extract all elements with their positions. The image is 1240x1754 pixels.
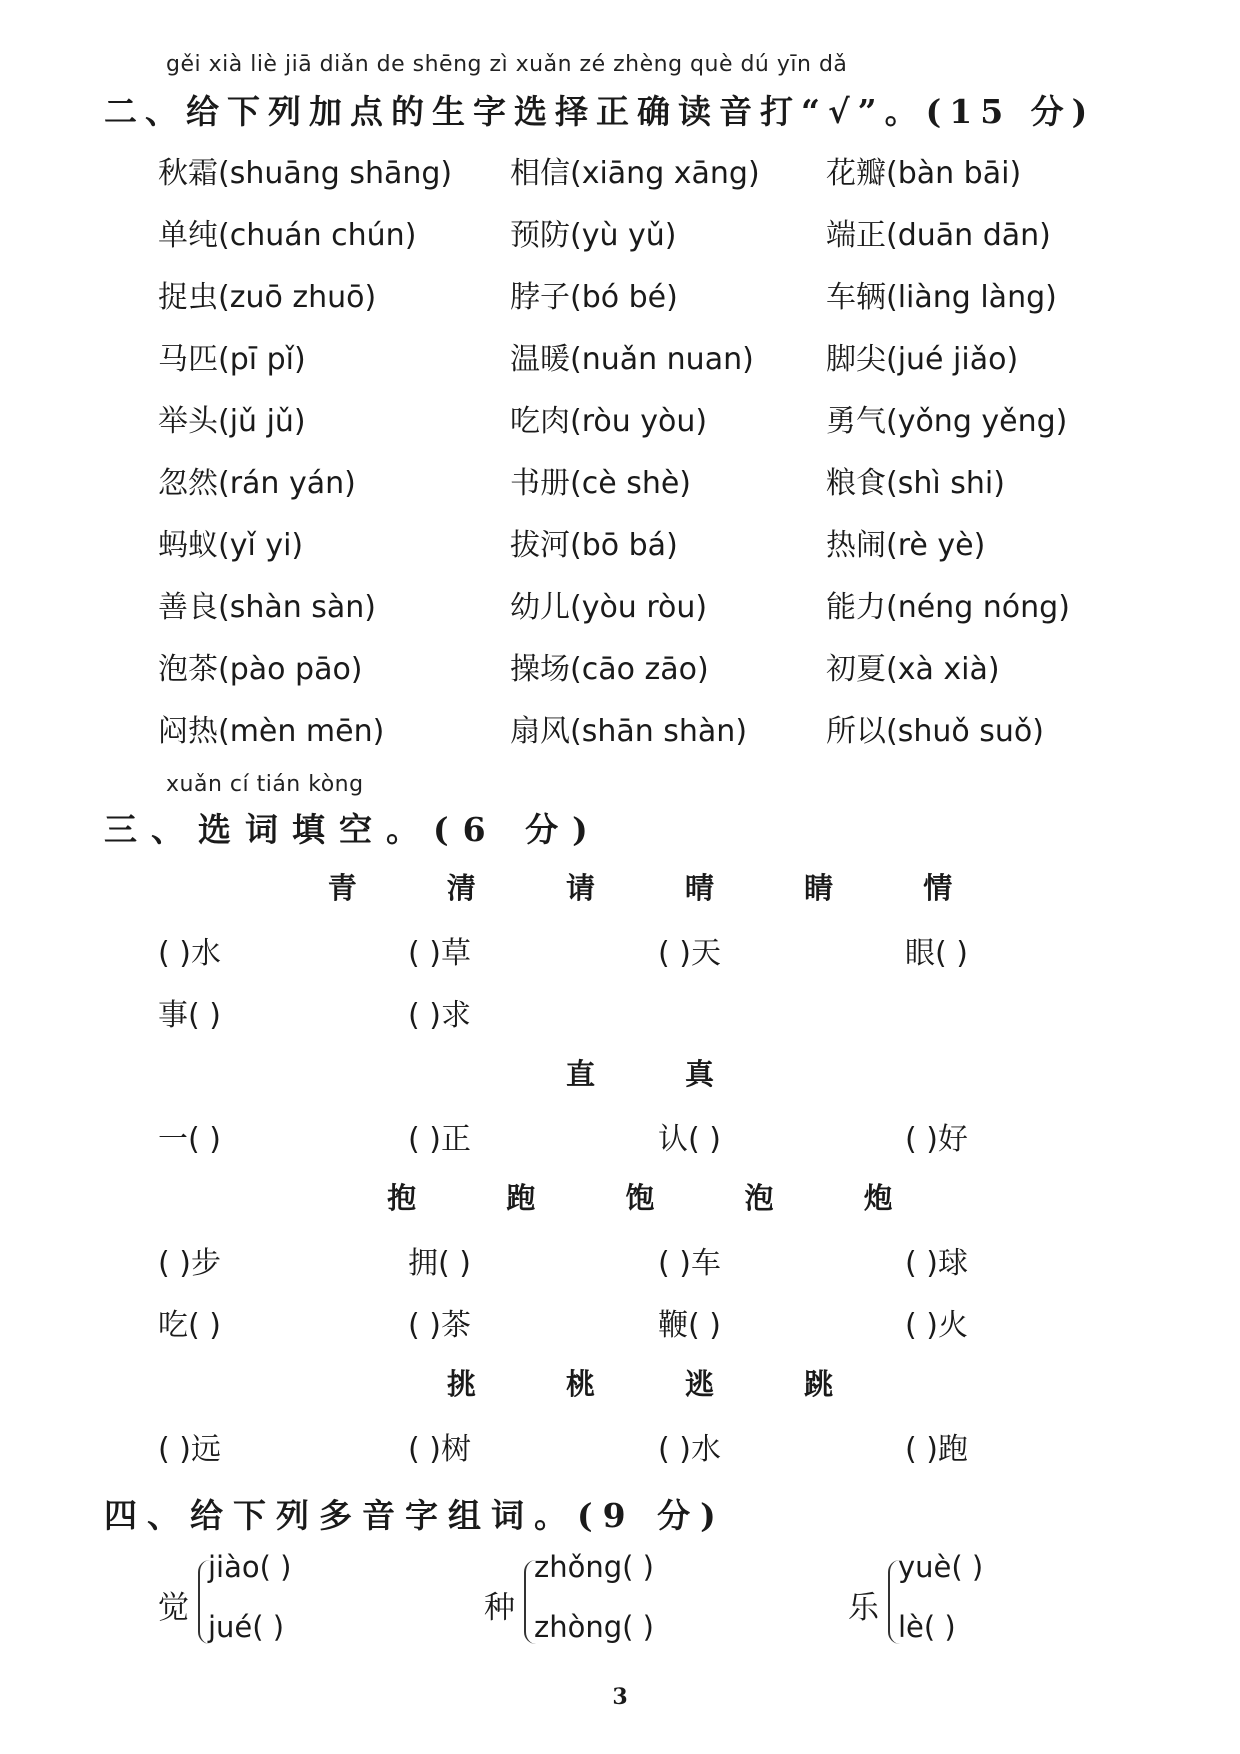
polyphone-option[interactable]: zhòng( ) (534, 1610, 654, 1644)
fill-blank[interactable]: ( )树 (408, 1432, 471, 1467)
polyphone-option[interactable]: yuè( ) (898, 1550, 984, 1584)
pronunciation-item: 拔河(bō bá) (510, 528, 678, 563)
fill-blank[interactable]: 鞭( ) (658, 1308, 721, 1343)
fill-blank[interactable]: 事( ) (158, 998, 221, 1033)
word-choices: 青 清 请 晴 睛 情 (327, 871, 993, 905)
fill-blank[interactable]: ( )正 (408, 1122, 471, 1157)
page-number: 3 (612, 1684, 628, 1710)
fill-blank[interactable]: 一( ) (158, 1122, 221, 1157)
section4-title: 四、给下列多音字组词。(9 分) (104, 1496, 726, 1535)
pronunciation-item: 温暖(nuǎn nuan) (510, 342, 754, 377)
fill-blank[interactable]: ( )草 (408, 936, 471, 971)
pronunciation-item: 勇气(yǒng yěng) (826, 404, 1068, 439)
fill-blank[interactable]: ( )步 (158, 1246, 221, 1281)
pronunciation-item: 吃肉(ròu yòu) (510, 404, 708, 439)
pronunciation-item: 单纯(chuán chún) (158, 218, 417, 253)
fill-blank[interactable]: ( )水 (158, 936, 221, 971)
pronunciation-item: 脚尖(jué jiǎo) (826, 342, 1019, 377)
pronunciation-item: 能力(néng nóng) (826, 590, 1070, 625)
fill-blank[interactable]: 拥( ) (408, 1246, 471, 1281)
fill-blank[interactable]: ( )水 (658, 1432, 721, 1467)
pronunciation-item: 闷热(mèn mēn) (158, 714, 385, 749)
pronunciation-item: 初夏(xà xià) (826, 652, 1000, 687)
word-choices: 直 真 (565, 1057, 755, 1091)
pronunciation-item: 预防(yù yǔ) (510, 218, 677, 253)
polyphone-option[interactable]: jiào( ) (208, 1550, 292, 1584)
fill-blank[interactable]: ( )天 (658, 936, 721, 971)
section3-title: 三、选词填空。(6 分) (104, 810, 602, 849)
pronunciation-item: 书册(cè shè) (510, 466, 691, 501)
fill-blank[interactable]: 眼( ) (905, 936, 968, 971)
pronunciation-item: 忽然(rán yán) (158, 466, 356, 501)
fill-blank[interactable]: ( )球 (905, 1246, 968, 1281)
pronunciation-item: 蚂蚁(yǐ yi) (158, 528, 304, 563)
pronunciation-item: 所以(shuǒ suǒ) (826, 714, 1044, 749)
pronunciation-item: 秋霜(shuāng shāng) (158, 156, 453, 191)
pronunciation-item: 脖子(bó bé) (510, 280, 678, 315)
polyphone-char: 种 (484, 1590, 515, 1626)
fill-blank[interactable]: ( )跑 (905, 1432, 968, 1467)
fill-blank[interactable]: 认( ) (658, 1122, 721, 1157)
pronunciation-item: 粮食(shì shi) (826, 466, 1005, 501)
pronunciation-item: 操场(cāo zāo) (510, 652, 709, 687)
pronunciation-item: 捉虫(zuō zhuō) (158, 280, 377, 315)
pronunciation-item: 善良(shàn sàn) (158, 590, 377, 625)
fill-blank[interactable]: ( )好 (905, 1122, 968, 1157)
pronunciation-item: 举头(jǔ jǔ) (158, 404, 306, 439)
fill-blank[interactable]: ( )茶 (408, 1308, 471, 1343)
fill-blank[interactable]: ( )车 (658, 1246, 721, 1281)
pronunciation-item: 热闹(rè yè) (826, 528, 986, 563)
polyphone-option[interactable]: lè( ) (898, 1610, 956, 1644)
polyphone-char: 觉 (158, 1590, 189, 1626)
pronunciation-item: 花瓣(bàn bāi) (826, 156, 1022, 191)
section3-pinyin: xuǎn cí tián kòng (166, 772, 364, 797)
pronunciation-item: 端正(duān dān) (826, 218, 1051, 253)
polyphone-char: 乐 (848, 1590, 879, 1626)
section2-title: 二、给下列加点的生字选择正确读音打“√”。(15 分) (104, 92, 1096, 131)
polyphone-option[interactable]: zhǒng( ) (534, 1550, 654, 1584)
pronunciation-item: 相信(xiāng xāng) (510, 156, 760, 191)
pronunciation-item: 扇风(shān shàn) (510, 714, 748, 749)
word-choices: 抱 跑 饱 泡 炮 (387, 1181, 933, 1215)
fill-blank[interactable]: ( )求 (408, 998, 471, 1033)
fill-blank[interactable]: 吃( ) (158, 1308, 221, 1343)
pronunciation-item: 幼儿(yòu ròu) (510, 590, 708, 625)
section2-pinyin: gěi xià liè jiā diǎn de shēng zì xuǎn zé zhèng què dú yīn dǎ (166, 52, 848, 77)
fill-blank[interactable]: ( )远 (158, 1432, 221, 1467)
fill-blank[interactable]: ( )火 (905, 1308, 968, 1343)
word-choices: 挑 桃 逃 跳 (446, 1367, 874, 1401)
pronunciation-item: 车辆(liàng làng) (826, 280, 1057, 315)
polyphone-option[interactable]: jué( ) (208, 1610, 285, 1644)
pronunciation-item: 马匹(pī pǐ) (158, 342, 306, 377)
pronunciation-item: 泡茶(pào pāo) (158, 652, 363, 687)
